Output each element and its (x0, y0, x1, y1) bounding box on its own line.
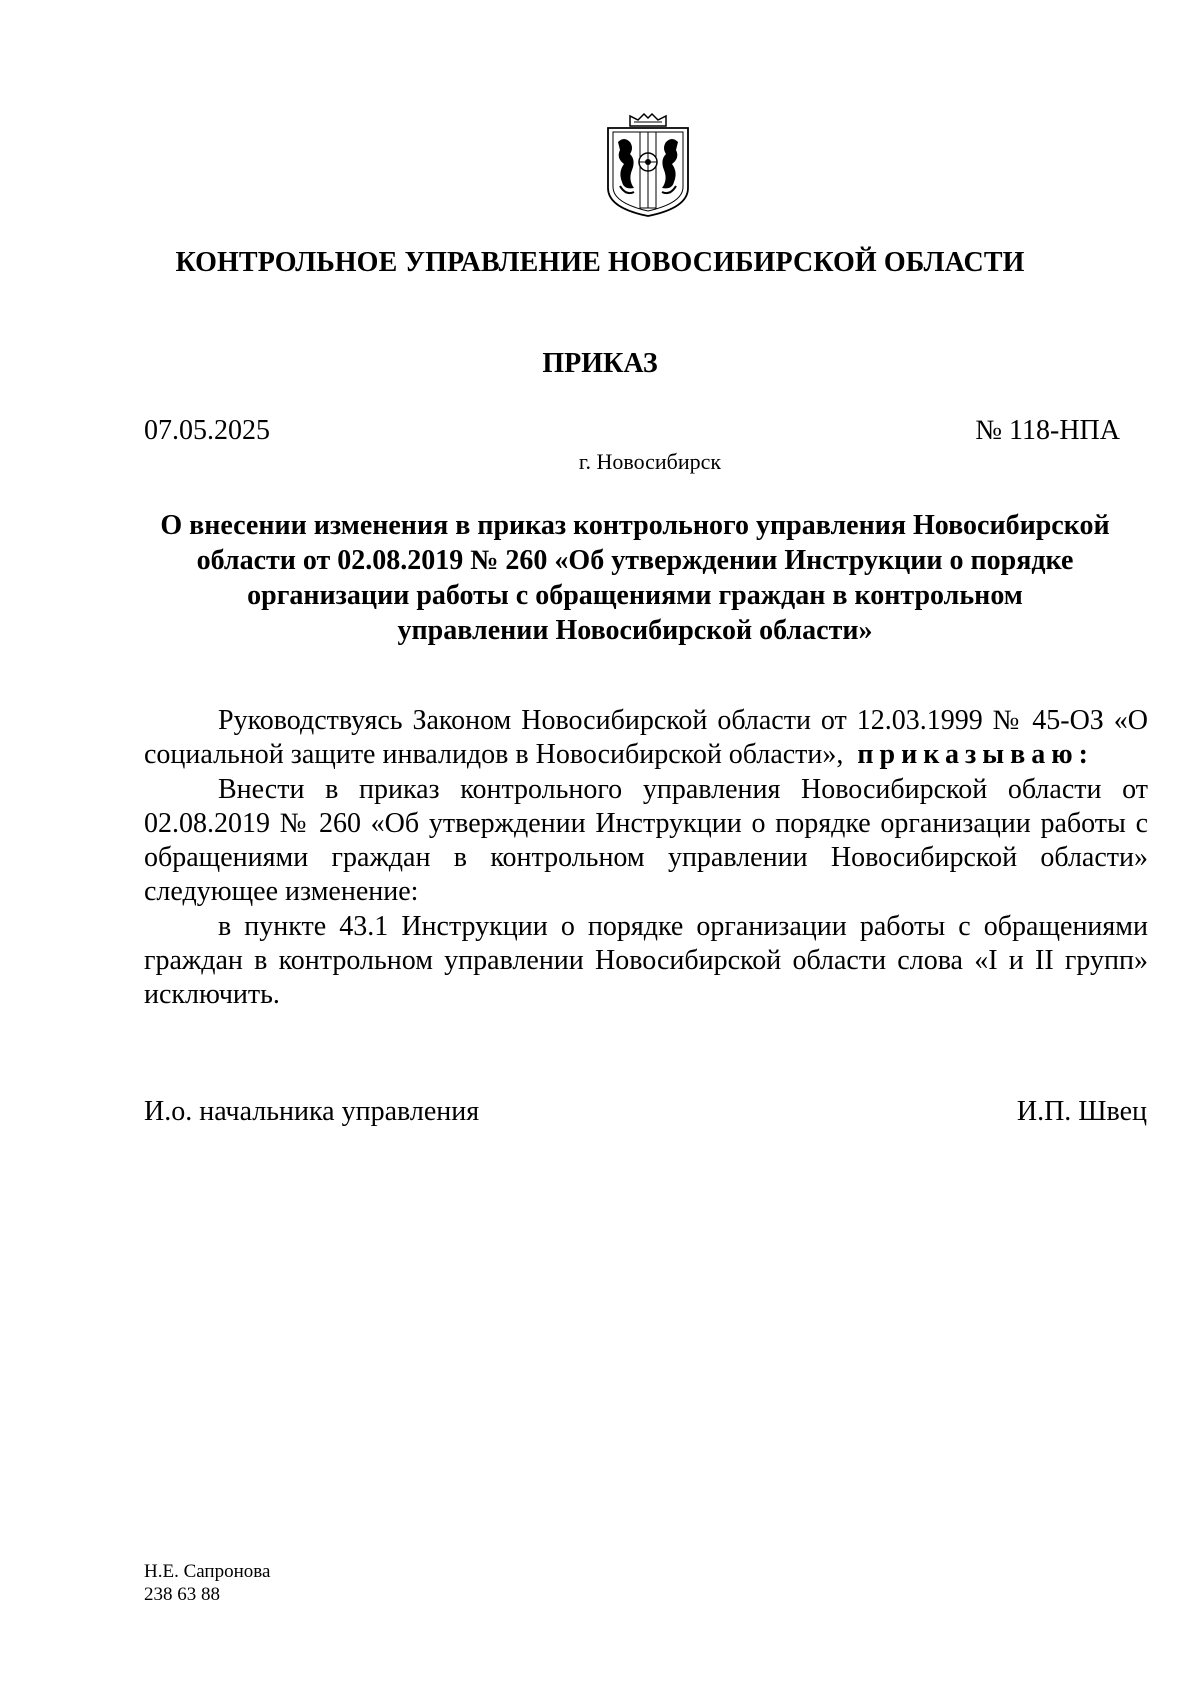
document-number: № 118-НПА (975, 415, 1120, 446)
executor-info (144, 1560, 270, 1606)
novosibirsk-coat-of-arms-icon (604, 112, 692, 220)
subject-line: области от 02.08.2019 № 260 «Об утверждении Инструкции о порядке (196, 545, 1074, 576)
body-paragraph: в пункте 43.1 Инструкции о порядке организации работы с обращениями граждан в контрольном управлении Новосибирской области слова «I и II групп» исключить. (144, 910, 1148, 1011)
body-paragraph: Внести в приказ контрольного управления Новосибирской области от 02.08.2019 № 260 «Об утверждении Инструкции о порядке организации работы с обращениями граждан в контрольном управлении Новосибирской области» следующее изменение: (144, 773, 1148, 908)
document-city: г. Новосибирск (578, 449, 722, 474)
document-subject (140, 508, 1130, 648)
executor-phone: 238 63 88 (144, 1584, 220, 1605)
document-type: ПРИКАЗ (542, 348, 658, 379)
document-date: 07.05.2025 (144, 415, 270, 446)
signer-title: И.о. начальника управления (144, 1096, 480, 1127)
executor-name: Н.Е. Сапронова (144, 1561, 271, 1582)
subject-line: организации работы с обращениями граждан в контрольном (247, 580, 1023, 611)
agency-name: КОНТРОЛЬНОЕ УПРАВЛЕНИЕ НОВОСИБИРСКОЙ ОБЛАСТИ (175, 247, 1025, 278)
subject-line: управлении Новосибирской области» (397, 615, 873, 646)
preamble-text: Руководствуясь Законом Новосибирской области от 12.03.1999 № 45-ОЗ «О социальной защите инвалидов в Новосибирской области», (144, 705, 1148, 771)
subject-line: О внесении изменения в приказ контрольного управления Новосибирской (160, 510, 1110, 541)
signer-name: И.П. Швец (1016, 1096, 1147, 1127)
body-paragraph (144, 704, 1148, 773)
order-word: приказываю: (857, 739, 1094, 771)
document-body (144, 704, 1148, 1013)
